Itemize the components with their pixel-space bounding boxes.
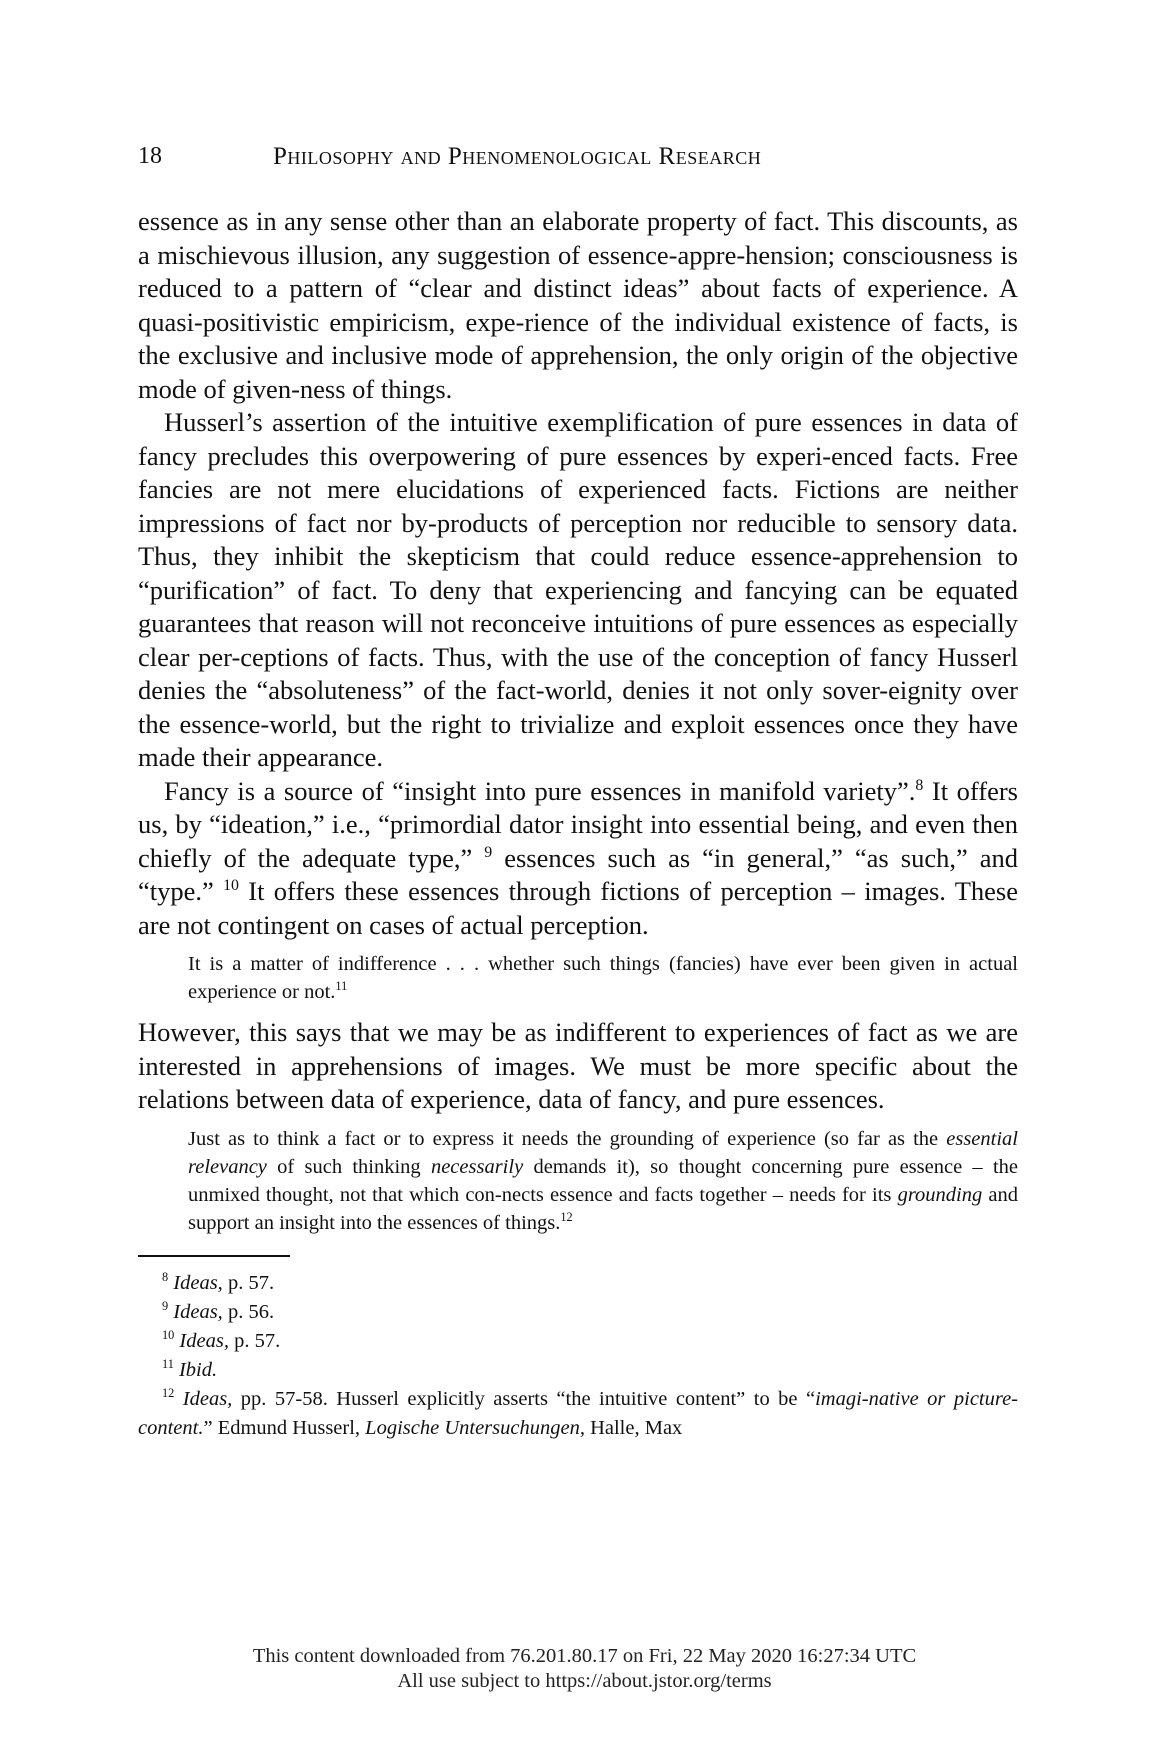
quote2-emphasis-3: grounding	[897, 1183, 983, 1206]
paragraph-2: Husserl’s assertion of the intuitive exemplification of pure essences in data of fancy precludes this overpowering of pure essences by experi-enced facts. Free fancies are not mere elucidations of experienced facts. Fictions are neither impressions of fact nor by-products of perception nor reducible to sensory data. Thus, they inhibit the skepticism that could reduce essence-apprehension to “purification” of fact. To deny that experiencing and fancying can be equated guarantees that reason will not reconceive intuitions of pure essences as especially clear per-ceptions of facts. Thus, with the use of the conception of fancy Husserl denies the “absoluteness” of the fact-world, denies it not only sover-eignity over the essence-world, but the right to trivialize and exploit essences once they have made their appearance.	[138, 407, 1018, 772]
footnote-text: p. 56.	[222, 1300, 275, 1323]
quote2-emphasis-2: necessarily	[430, 1155, 524, 1178]
footnote-work-title: Ideas,	[173, 1300, 223, 1323]
footnote-number: 10	[162, 1327, 175, 1342]
footnote-number: 12	[162, 1385, 175, 1400]
block-quote-2	[188, 1125, 1018, 1237]
paragraph-3	[138, 775, 1018, 943]
footnote-text: p. 57.	[222, 1271, 275, 1294]
paragraph-4: However, this says that we may be as indifferent to experiences of fact as we are interested in apprehensions of images. We must be more specific about the relations between data of experience, data of fancy, and pure essences.	[138, 1017, 1018, 1114]
block-quote-1	[188, 950, 1018, 1006]
footnotes	[138, 1269, 1018, 1443]
para3-text-c: essences such as “in general,” “as such,” and “type.”	[138, 842, 1018, 906]
footnote-11	[138, 1356, 1018, 1385]
journal-title: Philosophy and Phenomenological Research	[273, 143, 762, 170]
para3-text-d: It offers these essences through fictions of perception – images. These are not contingent on cases of actual perception.	[138, 876, 1018, 940]
footnote-ref-10[interactable]: 10	[223, 877, 239, 895]
download-notice	[0, 1644, 1169, 1694]
footnote-text-a: pp. 57-58. Husserl explicitly asserts “the intuitive content” to be “	[232, 1387, 816, 1410]
paragraph-1: essence as in any sense other than an elaborate property of fact. This discounts, as a mischievous illusion, any suggestion of essence-appre-hension; consciousness is reduced to a pattern of “clear and distinct ideas” about facts of experience. A quasi-positivistic empiricism, expe-rience of the individual existence of facts, is the exclusive and inclusive mode of apprehension, the only origin of the objective mode of given-ness of things.	[138, 206, 1018, 404]
article-body	[138, 205, 1018, 1443]
footnote-text: p. 57.	[228, 1329, 281, 1352]
footnote-work-title: Ideas,	[173, 1271, 223, 1294]
footnote-number: 11	[162, 1356, 174, 1371]
footnote-9	[138, 1298, 1018, 1327]
page-number: 18	[138, 143, 162, 169]
quote1-text: It is a matter of indifference . . . whether such things (fancies) have ever been given in actual experience or not.	[188, 953, 1018, 1003]
footnote-work-title-2: Logische Untersuchungen,	[365, 1416, 585, 1439]
footnote-8	[138, 1269, 1018, 1298]
footnote-text-c: Halle, Max	[584, 1416, 683, 1439]
footnote-ref-12[interactable]: 12	[560, 1209, 573, 1224]
quote2-emphasis-1: essential relevancy	[188, 1127, 1018, 1178]
footnote-ref-9[interactable]: 9	[484, 843, 493, 861]
footnote-text-b: ” Edmund Husserl,	[203, 1416, 366, 1439]
footnote-ref-8[interactable]: 8	[915, 776, 924, 794]
download-notice-line-1: This content downloaded from 76.201.80.17 on Fri, 22 May 2020 16:27:34 UTC	[252, 1645, 917, 1667]
footnote-emphasis-1: imagi-native or picture-content.	[138, 1387, 1019, 1439]
quote2-text-b: of such thinking	[266, 1155, 431, 1178]
footnote-divider	[138, 1255, 290, 1257]
footnote-work-title: Ibid.	[178, 1358, 218, 1381]
quote2-text-a: Just as to think a fact or to express it needs the grounding of experience (so far as the	[188, 1127, 947, 1150]
footnote-12	[138, 1385, 1018, 1443]
footnote-number: 9	[162, 1298, 169, 1313]
download-notice-line-2: All use subject to https://about.jstor.org/terms	[397, 1670, 772, 1692]
quote2-text-c: demands it), so thought concerning pure essence – the unmixed thought, not that which con-nects essence and facts together – needs for its	[188, 1155, 1018, 1206]
footnote-10	[138, 1327, 1018, 1356]
para3-text-b: It offers us, by “ideation,” i.e., “primordial dator insight into essential being, and even then chiefly of the adequate type,”	[138, 775, 1018, 873]
footnote-work-title: Ideas,	[179, 1329, 229, 1352]
footnote-work-title: Ideas,	[182, 1387, 233, 1410]
footnote-number: 8	[162, 1269, 169, 1284]
para3-text-a: Fancy is a source of “insight into pure essences in manifold variety”.	[164, 775, 916, 806]
footnote-ref-11[interactable]: 11	[335, 979, 348, 994]
quote2-text-d: and support an insight into the essences of things.	[188, 1183, 1018, 1234]
